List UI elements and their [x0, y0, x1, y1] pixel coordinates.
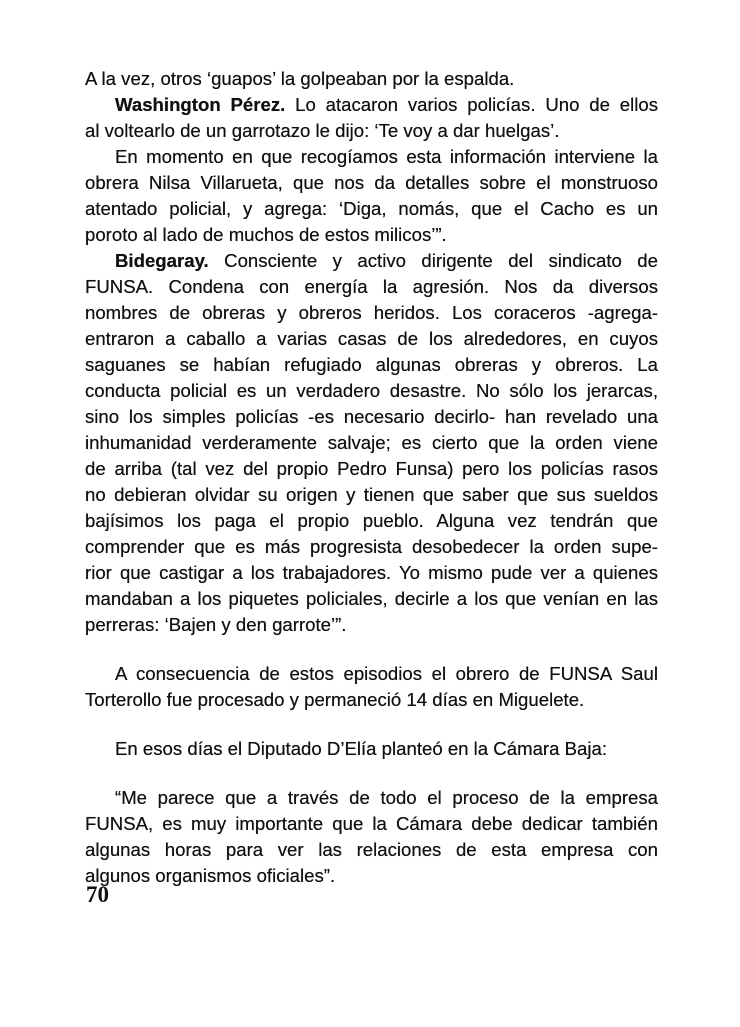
paragraph [85, 144, 658, 248]
text-line [85, 326, 658, 352]
paragraph [85, 661, 658, 713]
line-text: A la vez, otros ‘guapos’ la golpeaban por la espalda. [85, 68, 515, 89]
line-text: entraron a caballo a varias casas de los alrededores, en cuyos [85, 328, 658, 349]
speaker-name: Bidegaray. [115, 250, 209, 271]
line-text: FUNSA, es muy importante que la Cámara debe dedicar también [85, 813, 658, 834]
paragraph [85, 736, 658, 762]
paragraph [85, 92, 658, 144]
text-line [85, 196, 658, 222]
text-line [85, 687, 658, 713]
line-text: no debieran olvidar su origen y tienen que saber que sus sueldos [85, 484, 658, 505]
line-text: bajísimos los paga el propio pueblo. Alguna vez tendrán que [85, 510, 658, 531]
text-line [85, 837, 658, 863]
line-text: al voltearlo de un garrotazo le dijo: ‘Te voy a dar huelgas’. [85, 120, 560, 141]
text-line [85, 300, 658, 326]
line-text: algunos organismos oficiales”. [85, 865, 336, 886]
text-line [85, 274, 658, 300]
text-line [85, 118, 658, 144]
text-line [85, 736, 658, 762]
line-text: Torterollo fue procesado y permaneció 14 días en Miguelete. [85, 689, 585, 710]
text-line [85, 170, 658, 196]
text-line [85, 811, 658, 837]
text-line [85, 863, 658, 889]
text-line [85, 248, 658, 274]
text-line [85, 482, 658, 508]
line-text: A consecuencia de estos episodios el obrero de FUNSA Saul [115, 663, 658, 684]
line-text: saguanes se habían refugiado algunas obreras y obreros. La [85, 354, 658, 375]
line-text: poroto al lado de muchos de estos milicos’”. [85, 224, 447, 245]
line-text: En esos días el Diputado D’Elía planteó en la Cámara Baja: [115, 738, 607, 759]
line-text: sino los simples policías -es necesario decirlo- han revelado una [85, 406, 658, 427]
paragraph [85, 66, 658, 92]
line-text: mandaban a los piquetes policiales, decirle a los que venían en las [85, 588, 658, 609]
text-line [85, 612, 658, 638]
line-text: obrera Nilsa Villarueta, que nos da detalles sobre el monstruoso [85, 172, 658, 193]
text-line [85, 508, 658, 534]
text-line [85, 560, 658, 586]
page-body-text [85, 66, 658, 889]
line-text: rior que castigar a los trabajadores. Yo mismo pude ver a quienes [85, 562, 658, 583]
line-text: “Me parece que a través de todo el proceso de la empresa [115, 787, 658, 808]
line-text: FUNSA. Condena con energía la agresión. Nos da diversos [85, 276, 658, 297]
text-line [85, 661, 658, 687]
text-line [85, 586, 658, 612]
line-text: nombres de obreras y obreros heridos. Los coraceros -agrega- [85, 302, 658, 323]
text-line [85, 92, 658, 118]
paragraph [85, 248, 658, 638]
paragraph [85, 785, 658, 889]
line-text: conducta policial es un verdadero desastre. No sólo los jerarcas, [85, 380, 658, 401]
text-line [85, 430, 658, 456]
line-text: Consciente y activo dirigente del sindicato de [208, 250, 658, 271]
paragraph-gap [85, 713, 658, 736]
page-number: 70 [86, 882, 109, 907]
speaker-name: Washington Pérez. [115, 94, 286, 115]
line-text: comprender que es más progresista desobedecer la orden supe- [85, 536, 658, 557]
text-line [85, 378, 658, 404]
text-line [85, 144, 658, 170]
line-text: algunas horas para ver las relaciones de esta empresa con [85, 839, 658, 860]
line-text: inhumanidad verderamente salvaje; es cierto que la orden viene [85, 432, 658, 453]
text-line [85, 456, 658, 482]
line-text: Lo atacaron varios policías. Uno de ellos [285, 94, 659, 115]
text-line [85, 785, 658, 811]
line-text: de arriba (tal vez del propio Pedro Funsa) pero los policías rasos [85, 458, 658, 479]
paragraph-gap [85, 762, 658, 785]
text-line [85, 404, 658, 430]
line-text: En momento en que recogíamos esta información interviene la [115, 146, 658, 167]
line-text: atentado policial, y agrega: ‘Diga, nomás, que el Cacho es un [85, 198, 658, 219]
text-line [85, 534, 658, 560]
text-line [85, 222, 658, 248]
text-line [85, 66, 658, 92]
paragraph-gap [85, 638, 658, 661]
line-text: perreras: ‘Bajen y den garrote’”. [85, 614, 347, 635]
text-line [85, 352, 658, 378]
